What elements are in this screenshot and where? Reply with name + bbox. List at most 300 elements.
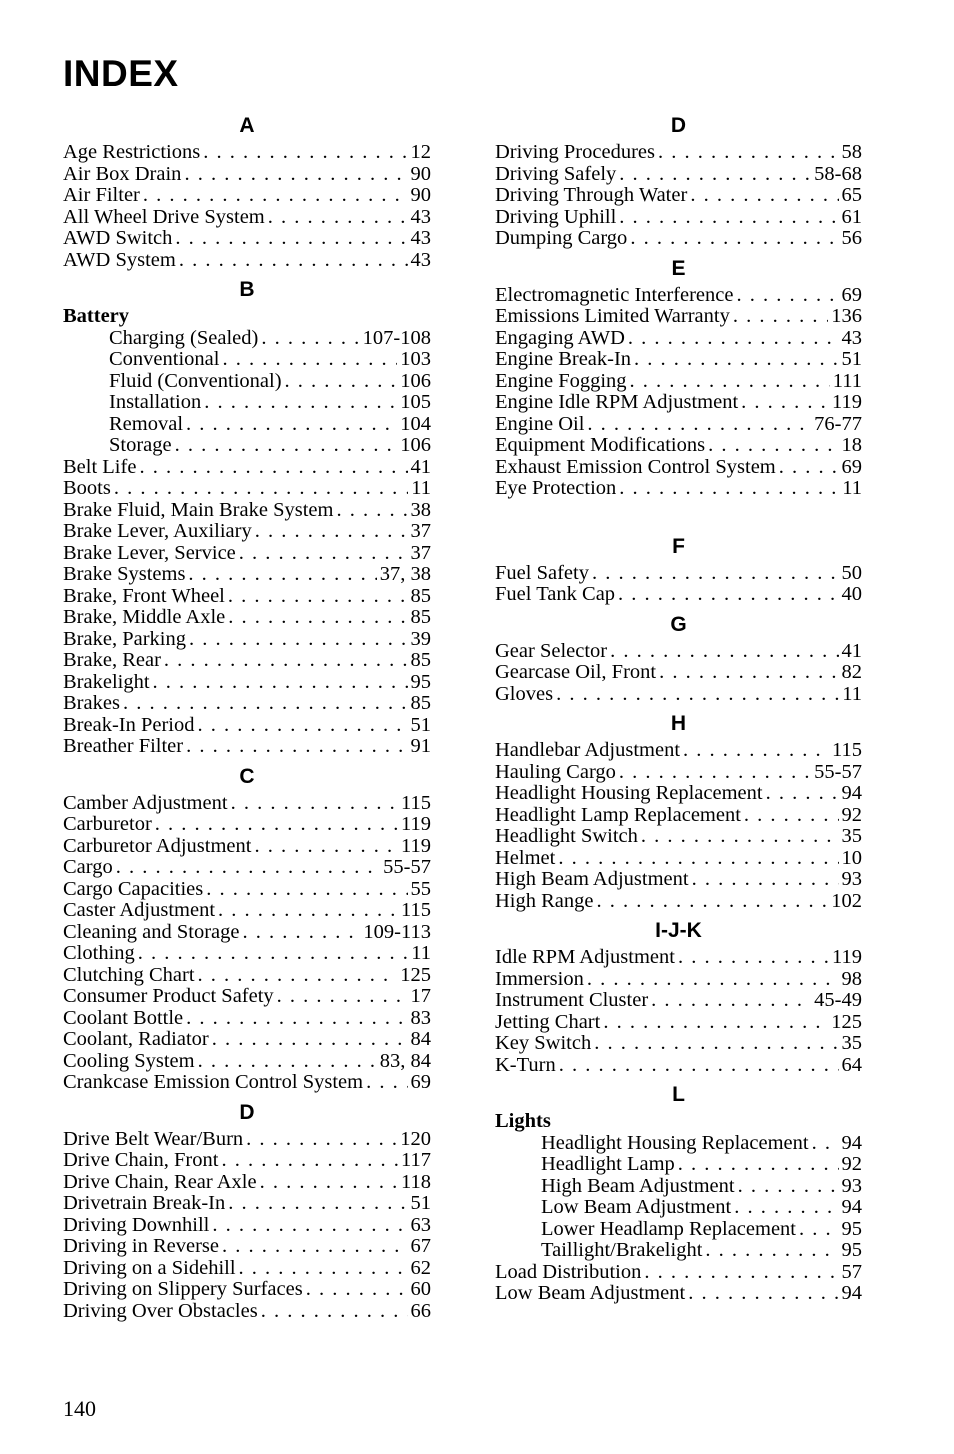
dot-leader bbox=[246, 1129, 397, 1151]
dot-leader bbox=[277, 986, 408, 1008]
dot-leader bbox=[587, 414, 811, 436]
entry-name: Gloves bbox=[495, 682, 554, 705]
dot-leader bbox=[242, 922, 360, 944]
entry-name: Air Box Drain bbox=[63, 162, 182, 185]
dot-leader bbox=[678, 1154, 839, 1176]
index-entry bbox=[63, 736, 431, 758]
dot-leader bbox=[678, 947, 829, 969]
entry-name: Clutching Chart bbox=[63, 963, 195, 986]
dot-leader bbox=[231, 793, 398, 815]
entry-page: 125 bbox=[831, 1010, 862, 1033]
entry-page: 95 bbox=[841, 1239, 862, 1261]
entry-page: 69 bbox=[410, 1071, 431, 1093]
dot-leader bbox=[186, 1008, 407, 1030]
entry-name: Fluid (Conventional) bbox=[109, 369, 282, 392]
dot-leader bbox=[690, 185, 838, 207]
dot-leader bbox=[306, 1279, 408, 1301]
entry-page: 37 bbox=[410, 541, 431, 564]
dot-leader bbox=[186, 414, 397, 436]
entry-page: 85 bbox=[410, 692, 431, 714]
index-entry bbox=[63, 586, 431, 608]
index-subentry bbox=[63, 349, 431, 371]
entry-name: Engaging AWD bbox=[495, 326, 625, 349]
index-entry bbox=[495, 891, 862, 913]
index-entry bbox=[495, 1283, 862, 1305]
dot-leader bbox=[222, 349, 397, 371]
entry-name: Air Filter bbox=[63, 184, 140, 206]
dot-leader bbox=[644, 1262, 838, 1284]
index-entry bbox=[495, 869, 862, 891]
index-entry bbox=[63, 478, 431, 500]
entry-page: 92 bbox=[841, 1153, 862, 1175]
section-letter: L bbox=[672, 1083, 685, 1106]
index-entry bbox=[63, 185, 431, 207]
entry-page: 65 bbox=[841, 184, 862, 206]
section-letter: D bbox=[239, 1100, 255, 1124]
dot-leader bbox=[618, 584, 838, 606]
entry-name: Brake, Parking bbox=[63, 627, 186, 650]
entry-page: 69 bbox=[841, 283, 862, 306]
index-entry bbox=[495, 762, 862, 784]
entry-page: 57 bbox=[841, 1260, 862, 1283]
entry-name: Taillight/Brakelight bbox=[541, 1239, 703, 1261]
index-entry bbox=[63, 1236, 431, 1258]
index-entry bbox=[495, 783, 862, 805]
index-entry bbox=[495, 207, 862, 229]
entry-page: 90 bbox=[410, 162, 431, 185]
dot-leader bbox=[688, 1283, 838, 1305]
entry-page: 104 bbox=[400, 412, 431, 435]
dot-leader bbox=[198, 715, 408, 737]
entry-name: Headlight Lamp Replacement bbox=[495, 803, 741, 826]
entry-page: 69 bbox=[841, 455, 862, 478]
section-letter: H bbox=[670, 712, 687, 735]
index-entry bbox=[63, 857, 431, 879]
entry-page: 106 bbox=[400, 434, 431, 456]
entry-name: Installation bbox=[109, 391, 202, 413]
entry-name: Key Switch bbox=[495, 1032, 592, 1054]
index-entry bbox=[63, 629, 431, 651]
section-spacer bbox=[495, 500, 862, 528]
entry-name: Engine Fogging bbox=[495, 369, 627, 392]
dot-leader bbox=[228, 586, 408, 608]
dot-leader bbox=[212, 1029, 408, 1051]
dot-leader bbox=[692, 869, 839, 891]
entry-name: Headlight Switch bbox=[495, 825, 638, 847]
index-entry bbox=[495, 228, 862, 250]
entry-name: Belt Life bbox=[63, 455, 137, 478]
entry-page: 67 bbox=[410, 1235, 431, 1257]
dot-leader bbox=[659, 662, 838, 684]
index-subentry bbox=[495, 1176, 862, 1198]
entry-page: 109-113 bbox=[363, 920, 431, 943]
index-entry bbox=[495, 1012, 862, 1034]
entry-page: 94 bbox=[841, 1196, 862, 1218]
dot-leader bbox=[285, 371, 398, 393]
index-entry bbox=[495, 662, 862, 684]
entry-name: Low Beam Adjustment bbox=[541, 1196, 732, 1218]
dot-leader bbox=[139, 457, 407, 479]
index-entry bbox=[495, 328, 862, 350]
index-entry bbox=[63, 793, 431, 815]
entry-name: Electromagnetic Interference bbox=[495, 283, 734, 306]
entry-page: 120 bbox=[400, 1127, 431, 1150]
entry-page: 10 bbox=[841, 846, 862, 869]
entry-name: Brake, Rear bbox=[63, 649, 161, 671]
entry-name: Drivetrain Break-In bbox=[63, 1192, 226, 1214]
dot-leader bbox=[204, 392, 397, 414]
index-entry bbox=[63, 1279, 431, 1301]
index-entry bbox=[495, 969, 862, 991]
entry-name: Caster Adjustment bbox=[63, 899, 216, 921]
index-entry bbox=[63, 900, 431, 922]
section-letter: B bbox=[239, 278, 255, 301]
dot-leader bbox=[651, 990, 811, 1012]
entry-page: 95 bbox=[841, 1217, 862, 1240]
entry-name: Immersion bbox=[495, 967, 584, 990]
entry-page: 106 bbox=[400, 369, 431, 392]
entry-name: Hauling Cargo bbox=[495, 760, 616, 783]
index-entry bbox=[63, 1215, 431, 1237]
dot-leader bbox=[239, 1258, 408, 1280]
entry-name: Driving Uphill bbox=[495, 205, 617, 228]
dot-leader bbox=[239, 543, 408, 565]
index-entry bbox=[495, 563, 862, 585]
dot-leader bbox=[766, 783, 839, 805]
entry-name: Driving Procedures bbox=[495, 141, 655, 163]
index-entry bbox=[63, 1172, 431, 1194]
entry-name: Brake Lever, Auxiliary bbox=[63, 520, 252, 542]
index-entry bbox=[63, 250, 431, 272]
entry-name: Lower Headlamp Replacement bbox=[541, 1217, 796, 1240]
dot-leader bbox=[610, 641, 838, 663]
entry-page: 43 bbox=[410, 227, 431, 249]
index-column-left bbox=[63, 112, 431, 1322]
index-entry bbox=[63, 836, 431, 858]
dot-leader bbox=[143, 185, 408, 207]
index-entry bbox=[495, 414, 862, 436]
dot-leader bbox=[736, 285, 838, 307]
entry-name: Brake Fluid, Main Brake System bbox=[63, 498, 334, 521]
index-subentry bbox=[63, 392, 431, 414]
entry-name: High Range bbox=[495, 889, 594, 912]
index-entry bbox=[63, 943, 431, 965]
entry-page: 51 bbox=[410, 1192, 431, 1214]
entry-page: 50 bbox=[841, 561, 862, 584]
index-entry bbox=[63, 564, 431, 586]
dot-leader bbox=[198, 1051, 377, 1073]
dot-leader bbox=[708, 435, 838, 457]
dot-leader bbox=[556, 684, 839, 706]
index-entry bbox=[63, 1029, 431, 1051]
entry-page: 117 bbox=[401, 1149, 431, 1171]
dot-leader bbox=[705, 1240, 838, 1262]
entry-page: 35 bbox=[841, 1032, 862, 1054]
dot-leader bbox=[260, 1172, 398, 1194]
dot-leader bbox=[206, 879, 407, 901]
entry-name: Fuel Safety bbox=[495, 561, 589, 584]
dot-leader bbox=[175, 435, 398, 457]
dot-leader bbox=[628, 328, 839, 350]
entry-name: Camber Adjustment bbox=[63, 791, 228, 814]
entry-page: 125 bbox=[400, 963, 431, 986]
entry-name: Engine Idle RPM Adjustment bbox=[495, 391, 739, 413]
index-entry bbox=[63, 965, 431, 987]
entry-name: Driving in Reverse bbox=[63, 1235, 219, 1257]
entry-page: 11 bbox=[842, 477, 862, 499]
dot-leader bbox=[179, 250, 408, 272]
entry-name: Cleaning and Storage bbox=[63, 920, 240, 943]
entry-page: 37 bbox=[410, 520, 431, 542]
entry-page: 56 bbox=[841, 227, 862, 249]
index-entry bbox=[495, 947, 862, 969]
entry-name: Age Restrictions bbox=[63, 141, 201, 163]
entry-name: Brake, Middle Axle bbox=[63, 606, 226, 628]
dot-leader bbox=[558, 848, 838, 870]
index-subentry bbox=[495, 1197, 862, 1219]
dot-leader bbox=[228, 1193, 407, 1215]
entry-page: 38 bbox=[410, 498, 431, 521]
entry-page: 58 bbox=[841, 141, 862, 163]
entry-page: 45-49 bbox=[814, 989, 862, 1011]
entry-name: Equipment Modifications bbox=[495, 434, 706, 456]
dot-leader bbox=[641, 826, 839, 848]
entry-name: Cargo Capacities bbox=[63, 877, 204, 900]
section-letter: D bbox=[670, 114, 687, 137]
entry-name: Carburetor bbox=[63, 813, 152, 835]
index-entry bbox=[63, 986, 431, 1008]
dot-leader bbox=[619, 762, 811, 784]
entry-page: 94 bbox=[841, 1282, 862, 1304]
entry-page: 91 bbox=[410, 735, 431, 757]
entry-page: 43 bbox=[410, 248, 431, 271]
index-subentry bbox=[495, 1240, 862, 1262]
entry-name: Handlebar Adjustment bbox=[495, 739, 681, 761]
entry-page: 37, 38 bbox=[379, 563, 431, 585]
entry-name: Helmet bbox=[495, 846, 556, 869]
entry-page: 115 bbox=[401, 791, 431, 814]
entry-name: Fuel Tank Cap bbox=[495, 583, 616, 605]
dot-leader bbox=[198, 965, 398, 987]
index-entry bbox=[495, 349, 862, 371]
entry-name: Gear Selector bbox=[495, 639, 608, 662]
entry-name: Drive Belt Wear/Burn bbox=[63, 1127, 244, 1150]
index-entry bbox=[63, 500, 431, 522]
entry-page: 51 bbox=[410, 713, 431, 736]
entry-name: Jetting Chart bbox=[495, 1010, 601, 1033]
entry-name: Crankcase Emission Control System bbox=[63, 1071, 364, 1093]
dot-leader bbox=[630, 228, 838, 250]
section-letter: G bbox=[670, 612, 687, 636]
entry-name: Headlight Housing Replacement bbox=[541, 1131, 809, 1154]
entry-page: 119 bbox=[832, 946, 862, 968]
entry-page: 85 bbox=[410, 606, 431, 628]
entry-name: AWD Switch bbox=[63, 227, 173, 249]
entry-name: Carburetor Adjustment bbox=[63, 834, 252, 857]
entry-page: 119 bbox=[401, 834, 431, 857]
dot-leader bbox=[738, 1176, 839, 1198]
entry-name: Brakes bbox=[63, 692, 120, 714]
index-entry bbox=[495, 392, 862, 414]
dot-leader bbox=[741, 392, 829, 414]
entry-page: 41 bbox=[841, 639, 862, 662]
dot-leader bbox=[261, 328, 359, 350]
dot-leader bbox=[592, 563, 839, 585]
entry-name: Instrument Cluster bbox=[495, 989, 649, 1011]
dot-leader bbox=[734, 1197, 838, 1219]
entry-name: Headlight Housing Replacement bbox=[495, 782, 763, 804]
dot-leader bbox=[619, 164, 811, 186]
index-entry bbox=[63, 672, 431, 694]
entry-page: 43 bbox=[841, 326, 862, 349]
entry-name: Brakelight bbox=[63, 670, 150, 693]
index-subentry bbox=[495, 1219, 862, 1241]
index-entry bbox=[495, 457, 862, 479]
dot-leader bbox=[597, 891, 829, 913]
entry-name: Exhaust Emission Control System bbox=[495, 455, 776, 478]
index-column-right bbox=[495, 112, 862, 1305]
entry-page: 66 bbox=[410, 1299, 431, 1322]
dot-leader bbox=[228, 607, 407, 629]
entry-page: 98 bbox=[841, 967, 862, 990]
index-subentry bbox=[63, 328, 431, 350]
dot-leader bbox=[634, 349, 838, 371]
dot-leader bbox=[559, 1055, 839, 1077]
entry-page: 12 bbox=[410, 141, 431, 163]
entry-name: High Beam Adjustment bbox=[495, 868, 689, 890]
dot-leader bbox=[186, 736, 407, 758]
entry-page: 58-68 bbox=[814, 162, 862, 185]
index-subentry bbox=[495, 1154, 862, 1176]
dot-leader bbox=[218, 900, 398, 922]
entry-name: Eye Protection bbox=[495, 477, 617, 499]
entry-page: 55-57 bbox=[814, 760, 862, 783]
index-entry bbox=[63, 1258, 431, 1280]
entry-page: 11 bbox=[411, 942, 431, 964]
entry-page: 35 bbox=[841, 825, 862, 847]
entry-page: 119 bbox=[832, 391, 862, 413]
index-entry bbox=[63, 879, 431, 901]
entry-page: 64 bbox=[841, 1053, 862, 1076]
dot-leader bbox=[799, 1219, 839, 1241]
entry-name: Engine Break-In bbox=[495, 348, 632, 370]
index-entry bbox=[63, 228, 431, 250]
entry-name: Breather Filter bbox=[63, 735, 184, 757]
entry-name: All Wheel Drive System bbox=[63, 205, 265, 228]
index-entry bbox=[63, 1150, 431, 1172]
entry-name: Consumer Product Safety bbox=[63, 985, 274, 1007]
index-entry bbox=[495, 435, 862, 457]
entry-name: Coolant, Radiator bbox=[63, 1028, 209, 1050]
section-letter: I-J-K bbox=[655, 919, 702, 942]
entry-name: Dumping Cargo bbox=[495, 227, 628, 249]
dot-leader bbox=[164, 650, 408, 672]
dot-leader bbox=[779, 457, 839, 479]
index-entry bbox=[63, 457, 431, 479]
dot-leader bbox=[587, 969, 839, 991]
index-subentry bbox=[63, 414, 431, 436]
dot-leader bbox=[261, 1301, 408, 1323]
dot-leader bbox=[212, 1215, 407, 1237]
entry-page: 103 bbox=[400, 348, 431, 370]
dot-leader bbox=[630, 371, 830, 393]
index-subentry bbox=[63, 435, 431, 457]
entry-name: Gearcase Oil, Front bbox=[495, 661, 657, 683]
entry-name: Driving Downhill bbox=[63, 1213, 210, 1236]
index-entry bbox=[495, 990, 862, 1012]
entry-name: High Beam Adjustment bbox=[541, 1174, 735, 1197]
index-entry bbox=[63, 521, 431, 543]
dot-leader bbox=[366, 1072, 407, 1094]
entry-page: 111 bbox=[832, 369, 862, 392]
entry-page: 55 bbox=[410, 877, 431, 900]
entry-name: Cooling System bbox=[63, 1049, 195, 1072]
entry-page: 41 bbox=[410, 455, 431, 478]
entry-page: 102 bbox=[831, 889, 862, 912]
dot-leader bbox=[733, 306, 828, 328]
entry-name: Brake, Front Wheel bbox=[63, 584, 225, 607]
dot-leader bbox=[175, 228, 407, 250]
dot-leader bbox=[336, 500, 407, 522]
entry-page: 62 bbox=[410, 1256, 431, 1279]
index-entry bbox=[63, 543, 431, 565]
dot-leader bbox=[594, 1033, 838, 1055]
entry-name: Driving Over Obstacles bbox=[63, 1299, 258, 1322]
entry-page: 115 bbox=[401, 899, 431, 921]
entry-page: 39 bbox=[410, 627, 431, 650]
index-entry bbox=[495, 371, 862, 393]
entry-page: 11 bbox=[411, 477, 431, 499]
dot-leader bbox=[619, 207, 838, 229]
index-entry bbox=[63, 1051, 431, 1073]
index-heading: Lights bbox=[495, 1110, 551, 1132]
entry-name: Coolant Bottle bbox=[63, 1006, 184, 1029]
dot-leader bbox=[138, 943, 408, 965]
entry-page: 76-77 bbox=[814, 412, 862, 435]
dot-leader bbox=[153, 672, 408, 694]
index-entry bbox=[63, 1193, 431, 1215]
index-entry bbox=[495, 285, 862, 307]
section-letter: C bbox=[239, 764, 255, 788]
dot-leader bbox=[255, 521, 408, 543]
entry-page: 118 bbox=[401, 1170, 431, 1193]
entry-name: Driving Safely bbox=[495, 162, 617, 185]
dot-leader bbox=[155, 814, 398, 836]
entry-page: 105 bbox=[400, 391, 431, 413]
entry-page: 51 bbox=[841, 348, 862, 370]
entry-page: 82 bbox=[841, 661, 862, 683]
index-entry bbox=[63, 164, 431, 186]
index-heading: Battery bbox=[63, 305, 130, 327]
entry-page: 85 bbox=[410, 649, 431, 671]
entry-page: 17 bbox=[410, 985, 431, 1007]
entry-page: 90 bbox=[410, 184, 431, 206]
entry-page: 115 bbox=[832, 739, 862, 761]
entry-name: Brake Lever, Service bbox=[63, 541, 236, 564]
index-entry bbox=[495, 805, 862, 827]
entry-name: Headlight Lamp bbox=[541, 1153, 675, 1175]
index-entry bbox=[63, 142, 431, 164]
entry-page: 83, 84 bbox=[379, 1049, 431, 1072]
dot-leader bbox=[188, 564, 376, 586]
entry-name: Drive Chain, Rear Axle bbox=[63, 1170, 257, 1193]
index-entry bbox=[495, 478, 862, 500]
entry-page: 84 bbox=[410, 1028, 431, 1050]
entry-name: Charging (Sealed) bbox=[109, 326, 259, 349]
entry-name: Brake Systems bbox=[63, 563, 186, 585]
index-entry bbox=[63, 693, 431, 715]
entry-name: Low Beam Adjustment bbox=[495, 1282, 686, 1304]
